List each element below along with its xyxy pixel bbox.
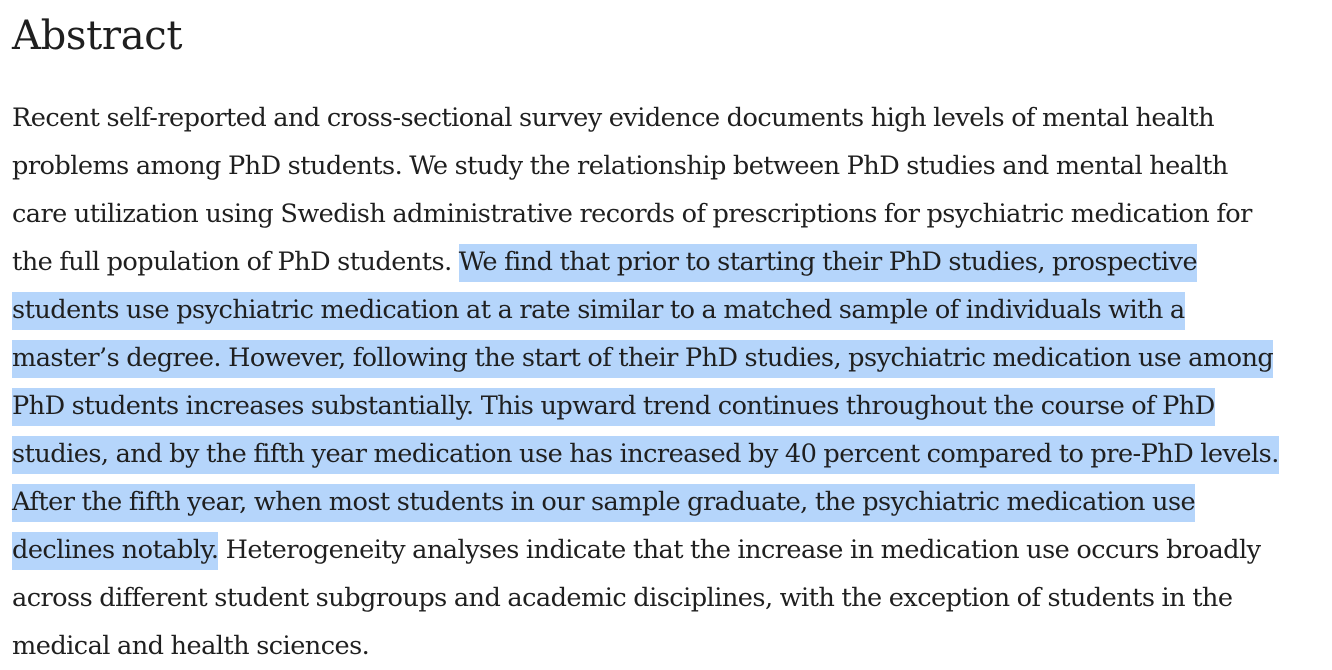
abstract-line[interactable] bbox=[12, 190, 1328, 238]
selected-text[interactable]: declines notably. bbox=[12, 532, 218, 570]
plain-text[interactable]: Heterogeneity analyses indicate that the increase in medication use occurs broadly bbox=[218, 535, 1261, 565]
abstract-line[interactable] bbox=[12, 478, 1328, 526]
abstract-section bbox=[12, 0, 1328, 670]
abstract-line[interactable] bbox=[12, 382, 1328, 430]
plain-text[interactable]: problems among PhD students. We study the relationship between PhD studies and mental health bbox=[12, 151, 1228, 181]
abstract-line[interactable] bbox=[12, 238, 1328, 286]
abstract-body[interactable] bbox=[12, 94, 1328, 670]
abstract-line[interactable] bbox=[12, 526, 1328, 574]
abstract-line[interactable] bbox=[12, 142, 1328, 190]
abstract-line[interactable] bbox=[12, 94, 1328, 142]
abstract-line[interactable] bbox=[12, 430, 1328, 478]
abstract-line[interactable] bbox=[12, 622, 1328, 670]
selected-text[interactable]: students use psychiatric medication at a rate similar to a matched sample of individuals with a bbox=[12, 292, 1185, 330]
plain-text[interactable]: medical and health sciences. bbox=[12, 631, 370, 661]
abstract-heading: Abstract bbox=[12, 13, 183, 59]
selected-text[interactable]: After the fifth year, when most students in our sample graduate, the psychiatric medication use bbox=[12, 484, 1195, 522]
abstract-line[interactable] bbox=[12, 334, 1328, 382]
selected-text[interactable]: We find that prior to starting their PhD studies, prospective bbox=[459, 244, 1197, 282]
plain-text[interactable]: Recent self-reported and cross-sectional survey evidence documents high levels of mental health bbox=[12, 103, 1215, 133]
plain-text[interactable]: care utilization using Swedish administrative records of prescriptions for psychiatric medication for bbox=[12, 199, 1252, 229]
abstract-line[interactable] bbox=[12, 574, 1328, 622]
selected-text[interactable]: studies, and by the fifth year medication use has increased by 40 percent compared to pre-PhD levels. bbox=[12, 436, 1279, 474]
selected-text[interactable]: PhD students increases substantially. This upward trend continues throughout the course of PhD bbox=[12, 388, 1215, 426]
plain-text[interactable]: across different student subgroups and academic disciplines, with the exception of students in the bbox=[12, 583, 1233, 613]
selected-text[interactable]: master’s degree. However, following the start of their PhD studies, psychiatric medication use among bbox=[12, 340, 1273, 378]
abstract-line[interactable] bbox=[12, 286, 1328, 334]
plain-text[interactable]: the full population of PhD students. bbox=[12, 247, 459, 277]
